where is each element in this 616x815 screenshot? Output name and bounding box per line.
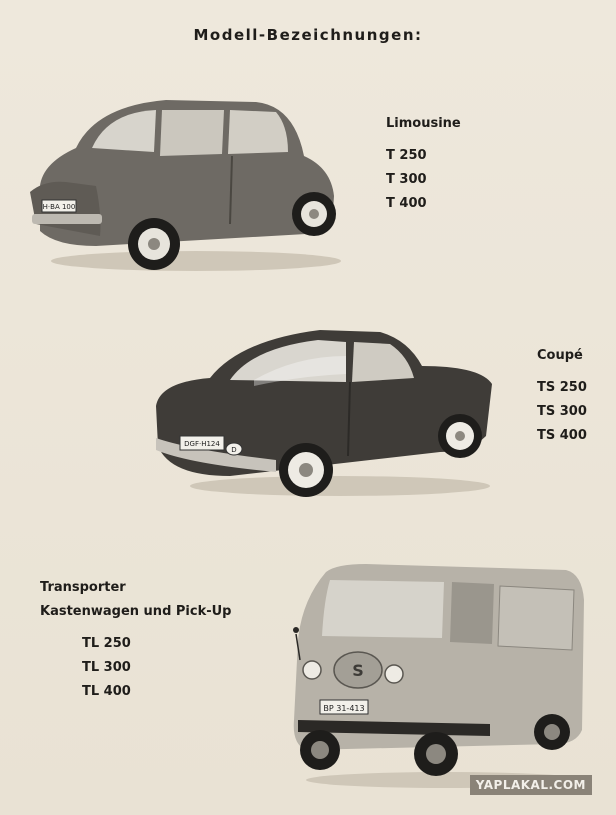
- coupe-photo: [150, 326, 496, 502]
- watermark: YAPLAKAL.COM: [470, 775, 592, 795]
- transporter-variant: TL 400: [82, 684, 131, 699]
- transporter-variant: TL 300: [82, 660, 131, 675]
- limousine-name: Limousine: [386, 116, 461, 131]
- limousine-variant: T 400: [386, 196, 427, 211]
- limousine-plate: H·BA 100: [42, 203, 76, 211]
- coupe-variant: TS 300: [537, 404, 587, 419]
- transporter-variant: TL 250: [82, 636, 131, 651]
- limousine-label: [386, 112, 461, 216]
- transporter-photo: [286, 560, 592, 790]
- coupe-label: [537, 344, 587, 448]
- coupe-country-badge: D: [231, 446, 237, 454]
- coupe-plate: DGF·H124: [184, 440, 220, 448]
- transporter-plate: BP 31-413: [323, 704, 365, 713]
- coupe-variant: TS 250: [537, 380, 587, 395]
- transporter-name: Transporter: [40, 580, 126, 595]
- transporter-label: [40, 576, 232, 704]
- page-title: Modell-Bezeichnungen:: [193, 26, 423, 44]
- limousine-variant: T 300: [386, 172, 427, 187]
- limousine-variant: T 250: [386, 148, 427, 163]
- svg-text:S: S: [352, 661, 364, 680]
- limousine-photo: [26, 96, 342, 272]
- transporter-subtitle: Kastenwagen und Pick-Up: [40, 604, 232, 619]
- coupe-name: Coupé: [537, 348, 583, 363]
- coupe-variant: TS 400: [537, 428, 587, 443]
